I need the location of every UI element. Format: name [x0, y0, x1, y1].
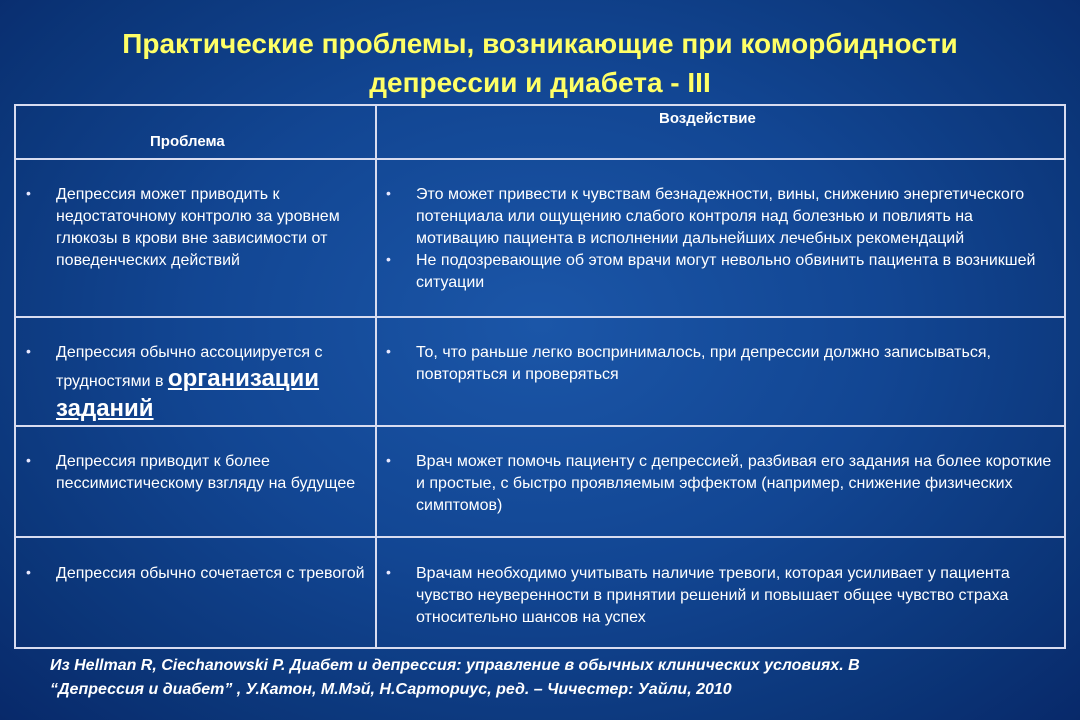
problem-text: Депрессия обычно ассоциируется с трудностями в — [56, 344, 323, 390]
source-line-1: Из Hellman R, Ciechanowski P. Диабет и депрессия: управление в обычных клинических условиях. В — [50, 657, 860, 674]
list-item — [26, 342, 371, 424]
list-item — [26, 451, 371, 495]
list-item — [386, 184, 1058, 250]
problem-text: Депрессия может приводить к недостаточному контролю за уровнем глюкозы в крови вне зависимости от поведенческих действий — [56, 186, 340, 269]
source-line-2: “Депрессия и диабет” , У.Катон, М.Мэй, Н.Сарториус, ред. – Чичестер: Уайли, 2010 — [50, 681, 732, 698]
column-divider — [375, 106, 377, 647]
source-citation — [50, 654, 1012, 702]
row-divider — [16, 316, 1064, 318]
table-row-2-problem — [26, 342, 371, 424]
bullet-icon: • — [26, 343, 31, 359]
table-row-4-problem — [26, 563, 371, 585]
row-divider — [16, 425, 1064, 427]
list-item — [386, 342, 1058, 386]
problem-text: Депрессия обычно сочетается с тревогой — [56, 565, 365, 582]
bullet-icon: • — [386, 564, 391, 580]
row-divider — [16, 158, 1064, 160]
header-impact: Воздействие — [659, 110, 756, 127]
bullet-icon: • — [386, 251, 391, 267]
list-item — [386, 250, 1058, 294]
impact-text: Врач может помочь пациенту с депрессией, разбивая его задания на более короткие и простые, с быстро проявляемым эффектом (например, снижение физических симптомов) — [416, 453, 1052, 514]
header-problem: Проблема — [150, 133, 225, 150]
table-row-3-problem — [26, 451, 371, 495]
table-row-2-impact — [386, 342, 1058, 386]
comorbidity-table — [14, 104, 1066, 649]
table-row-1-impact — [386, 184, 1058, 294]
list-item — [26, 563, 371, 585]
impact-text: Не подозревающие об этом врачи могут невольно обвинить пациента в возникшей ситуации — [416, 252, 1036, 291]
table-row-1-problem — [26, 184, 371, 272]
table-row-4-impact — [386, 563, 1058, 629]
bullet-icon: • — [26, 452, 31, 468]
bullet-icon: • — [386, 343, 391, 359]
problem-emphasis: организации заданий — [56, 365, 320, 422]
bullet-icon: • — [26, 185, 31, 201]
problem-text: Депрессия приводит к более пессимистическому взгляду на будущее — [56, 453, 356, 492]
list-item — [386, 451, 1058, 517]
bullet-icon: • — [386, 185, 391, 201]
bullet-icon: • — [386, 452, 391, 468]
list-item — [26, 184, 371, 272]
table-row-3-impact — [386, 451, 1058, 517]
impact-text: Врачам необходимо учитывать наличие тревоги, которая усиливает у пациента чувство неуверенности в принятии решений и повышает общее чувство страха относительно шансов на успех — [416, 565, 1010, 626]
impact-text: Это может привести к чувствам безнадежности, вины, снижению энергетического потенциала или ощущению слабого контроля над болезнью и повлиять на мотивацию пациента в исполнении дальнейших лечебных рекомендаций — [416, 186, 1025, 247]
impact-text: То, что раньше легко воспринималось, при депрессии должно записываться, повторяться и проверяться — [416, 344, 991, 383]
list-item — [386, 563, 1058, 629]
bullet-icon: • — [26, 564, 31, 580]
slide-title — [40, 24, 1040, 102]
slide-title-line-2: депрессии и диабета - III — [369, 67, 711, 98]
slide-title-line-1: Практические проблемы, возникающие при коморбидности — [122, 28, 958, 59]
row-divider — [16, 536, 1064, 538]
